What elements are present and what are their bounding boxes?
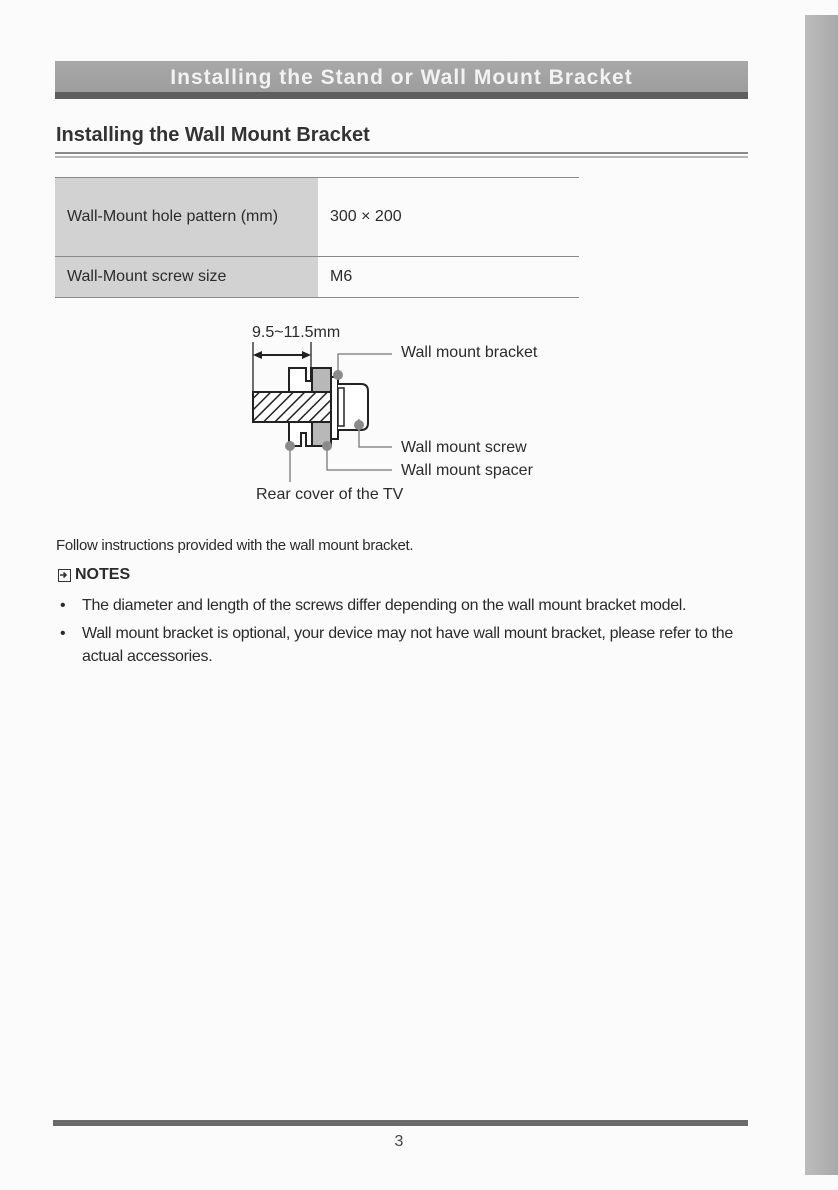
note-text: The diameter and length of the screws differ depending on the wall mount bracket model. [82, 597, 687, 614]
callout-dot-rear-cover [285, 441, 295, 451]
screw-shaft [253, 392, 331, 422]
spec-table [55, 177, 579, 298]
chapter-title: Installing the Stand or Wall Mount Bracket [170, 66, 633, 89]
rear-cover-label: Rear cover of the TV [256, 486, 404, 503]
spec-value: M6 [318, 257, 579, 298]
notes-heading [58, 566, 130, 584]
notes-heading-text: NOTES [75, 566, 131, 583]
list-item [58, 594, 748, 617]
callout-dot-screw [354, 420, 364, 430]
arrow-into-box-icon [58, 569, 71, 582]
table-row [55, 178, 579, 257]
list-item [58, 622, 748, 668]
leader-bracket [338, 354, 392, 375]
callout-dot-bracket [333, 370, 343, 380]
arrow-head-left [253, 351, 262, 359]
callout-dot-spacer [322, 441, 332, 451]
chapter-banner-underline [55, 92, 748, 99]
dimension-label: 9.5~11.5mm [252, 324, 341, 341]
table-row [55, 257, 579, 298]
page-number: 3 [394, 1133, 404, 1150]
section-divider [55, 152, 748, 154]
bullet: • [60, 625, 66, 642]
arrow-head-right [302, 351, 311, 359]
spec-label: Wall-Mount hole pattern (mm) [55, 178, 318, 257]
page-edge-shadow [805, 15, 838, 1175]
note-text: Wall mount bracket is optional, your device may not have wall mount bracket, please refer to the actual accessories. [82, 625, 733, 665]
spec-label: Wall-Mount screw size [55, 257, 318, 298]
bracket-label: Wall mount bracket [401, 344, 538, 361]
wall-mount-diagram [240, 320, 570, 510]
spec-value: 300 × 200 [318, 178, 579, 257]
spacer-label: Wall mount spacer [401, 462, 533, 479]
leader-spacer [327, 446, 392, 470]
notes-list [58, 594, 748, 673]
instruction-text: Follow instructions provided with the wall mount bracket. [56, 537, 414, 554]
screw-label: Wall mount screw [401, 439, 527, 456]
footer-divider [53, 1120, 748, 1126]
section-title: Installing the Wall Mount Bracket [56, 124, 370, 146]
section-divider-secondary [55, 156, 748, 158]
bracket-plate [331, 377, 338, 439]
spacer-top [312, 368, 331, 392]
bullet: • [60, 597, 66, 614]
